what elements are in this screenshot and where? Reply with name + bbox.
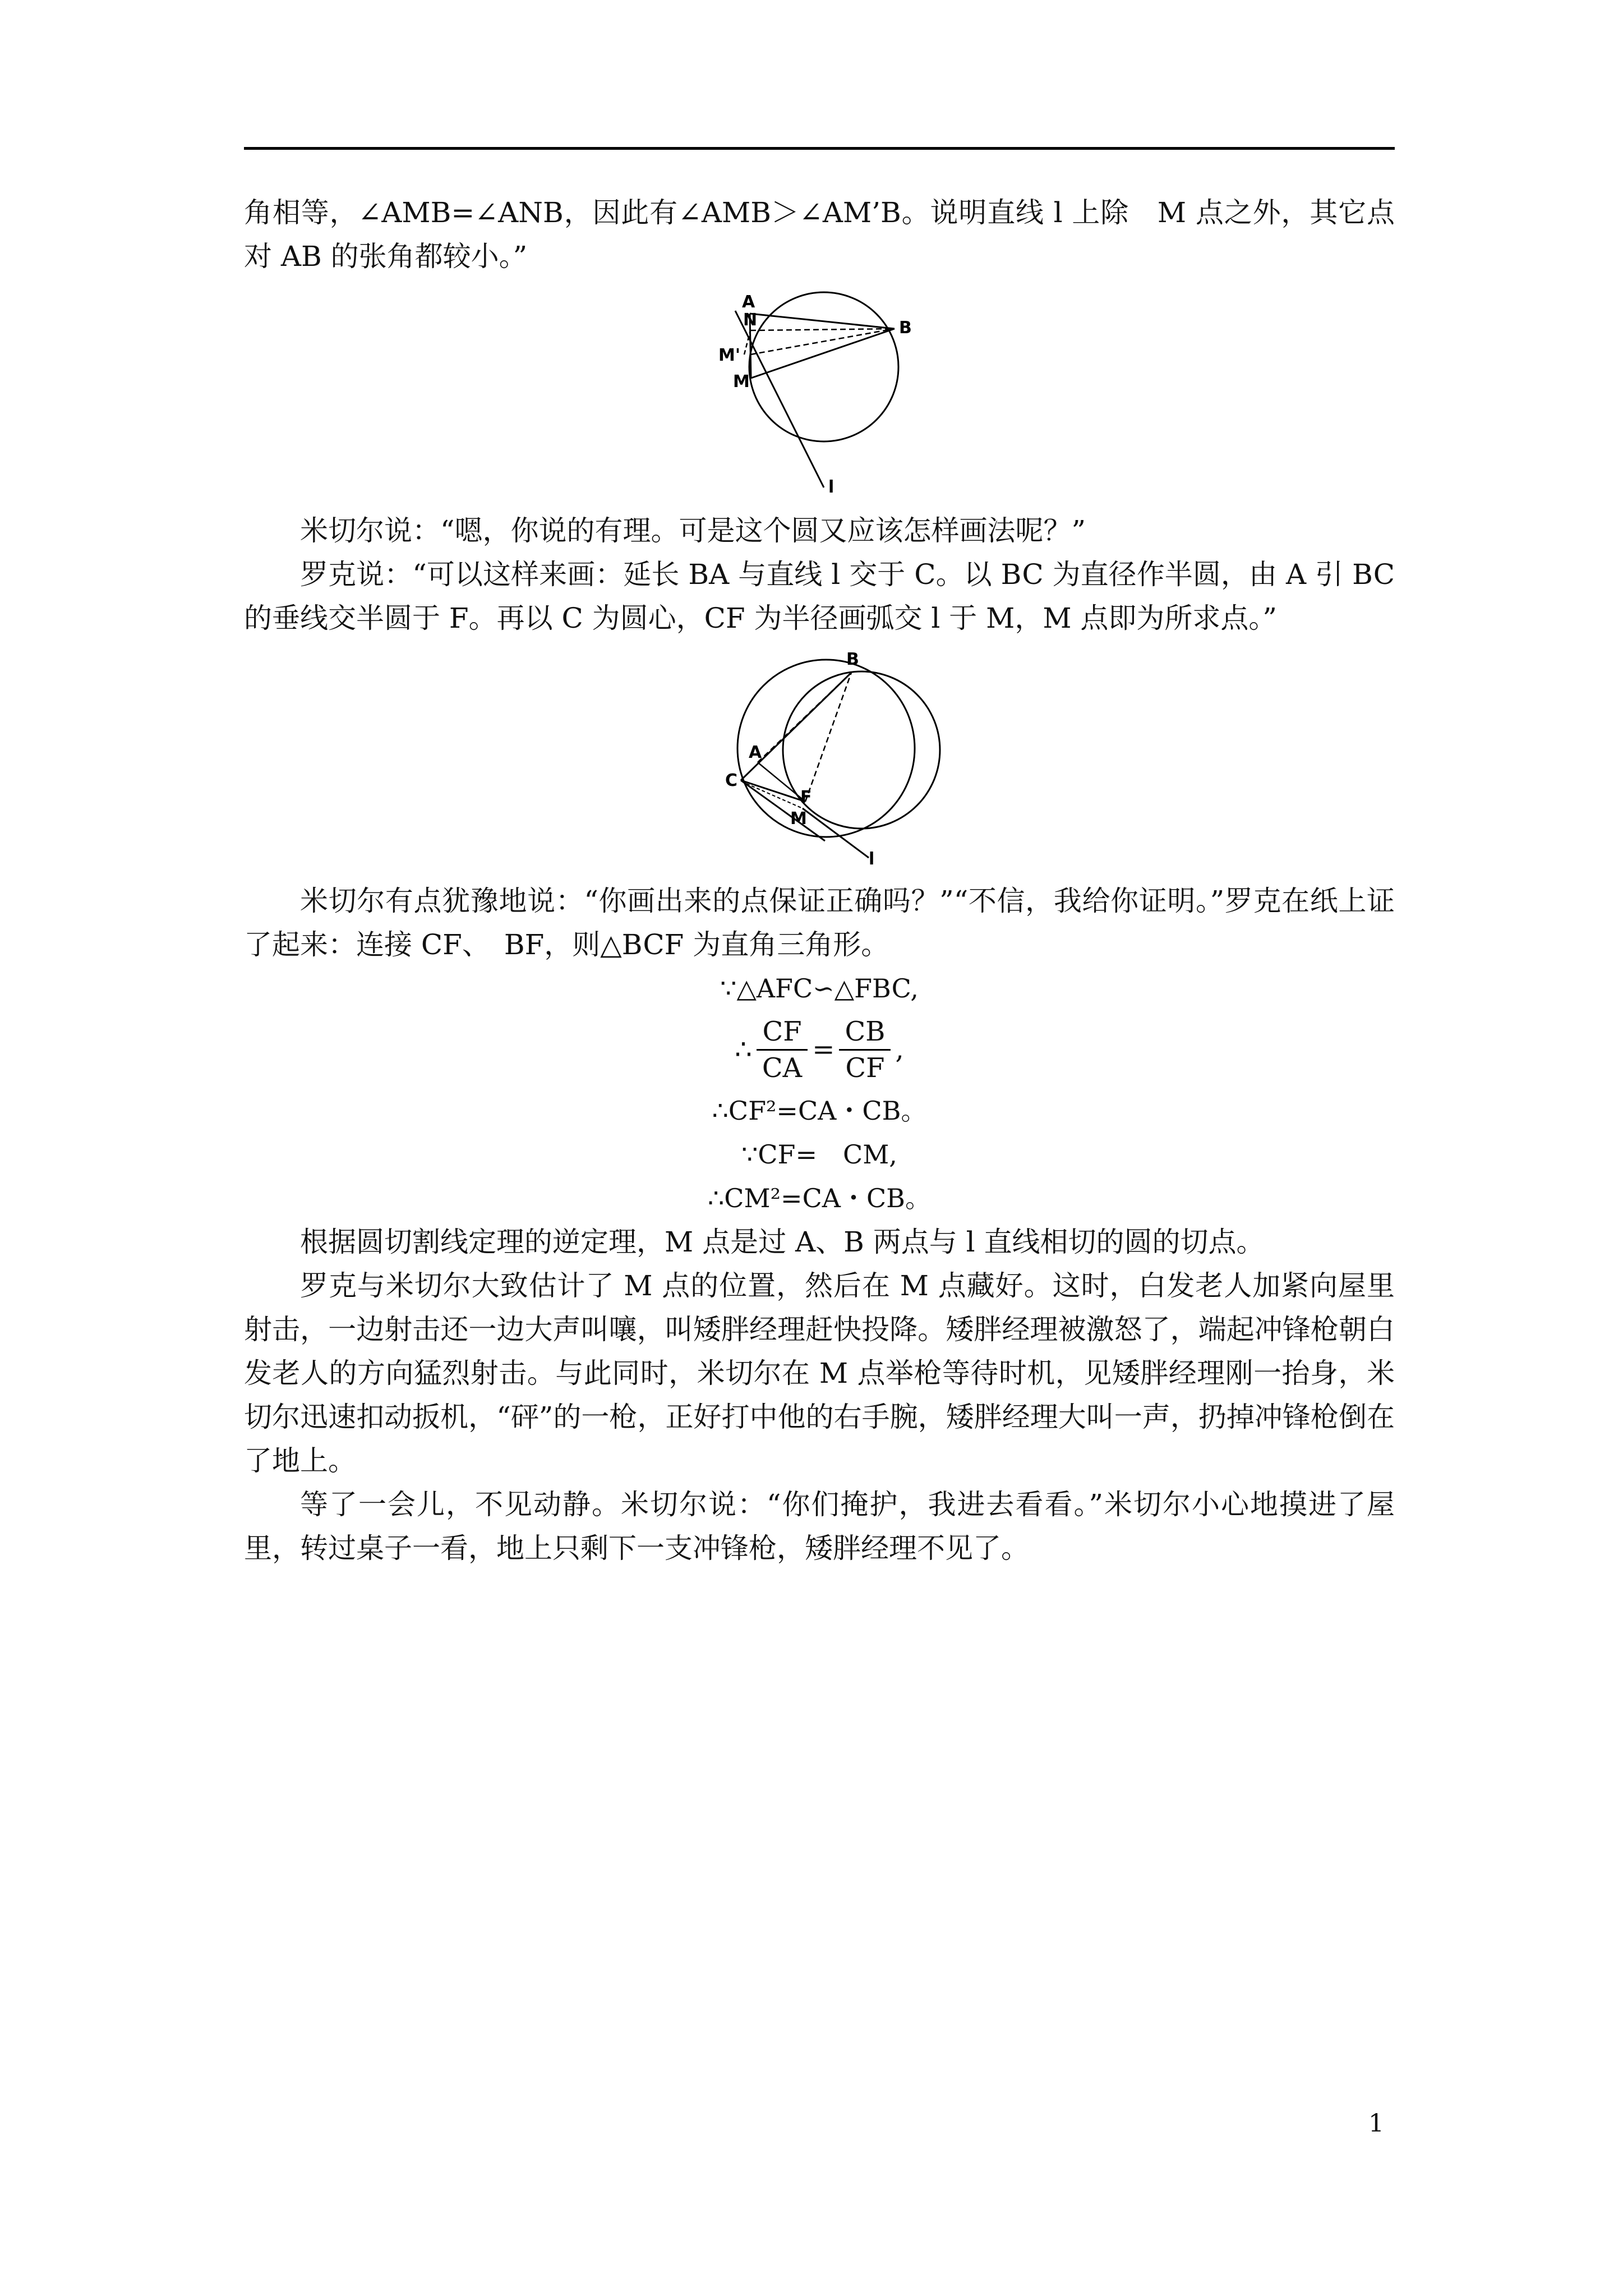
- figure-2-segment-FB: [805, 673, 851, 802]
- figure-2-drawing: [690, 650, 948, 875]
- paragraph-4: 米切尔有点犹豫地说：“你画出来的点保证正确吗？”“不信，我给你证明。”罗克在纸上证了起来：连接 CF、 BF，则△BCF 为直角三角形。: [244, 885, 1395, 961]
- figure-2-segment-AF: [758, 762, 805, 802]
- paragraph-6: 罗克与米切尔大致估计了 M 点的位置，然后在 M 点藏好。这时，白发老人加紧向屋里射击，一边射击还一边大声叫嚷，叫矮胖经理赶快投降。矮胖经理被激怒了，端起冲锋枪朝白发老人的方向猛烈射击。与此同时，米切尔在 M 点举枪等待时机，见矮胖经理刚一抬身，米切尔迅速扣动扳机，“砰”的一枪，正好打中他的右手腕，矮胖经理大叫一声，扔掉冲锋枪倒在了地上。: [244, 1269, 1395, 1477]
- figure-1-segment-MprimeB: [750, 329, 895, 355]
- figure-2-circle: [737, 660, 915, 837]
- figure-2-segment-CB: [741, 673, 851, 780]
- paragraph-7: 等了一会儿，不见动静。米切尔说：“你们掩护，我进去看看。”米切尔小心地摸进了屋里，转过桌子一看，地上只剩下一支冲锋枪，矮胖经理不见了。: [244, 1488, 1395, 1565]
- figure-2-label-B: B: [846, 650, 859, 669]
- proof-line-5: ∴CM²=CA・CB。: [708, 1183, 931, 1213]
- fraction-1-numerator: CF: [762, 1015, 802, 1047]
- proof-fraction-line: [244, 1010, 1395, 1089]
- fraction-1-denominator: CA: [762, 1052, 803, 1084]
- fraction-cb-over-cf: [839, 1014, 891, 1085]
- figure-tangent-circle: [696, 288, 943, 504]
- page-content: [244, 191, 1395, 1570]
- paragraph-5: 根据圆切割线定理的逆定理，M 点是过 A、B 两点与 l 直线相切的圆的切点。: [300, 1226, 1265, 1258]
- figure-2-label-A: A: [749, 743, 762, 762]
- figure-2-segment-AB: [758, 673, 851, 762]
- figure-2-label-l: l: [869, 849, 875, 869]
- proof-line-4: ∵CF= CM,: [741, 1139, 897, 1170]
- fraction-2-numerator: CB: [845, 1015, 886, 1047]
- figure-1-label-M: M: [733, 372, 750, 392]
- figure-1-label-A: A: [742, 292, 755, 312]
- figure-2-segment-CF: [741, 780, 805, 802]
- fraction-2-denominator: CF: [845, 1052, 885, 1084]
- fraction-cf-over-ca: [757, 1014, 808, 1085]
- fraction-comma: ,: [895, 1034, 904, 1065]
- page-number: 1: [1368, 2109, 1384, 2138]
- paragraph-3: 罗克说：“可以这样来画：延长 BA 与直线 l 交于 C。以 BC 为直径作半圆，由 A 引 BC 的垂线交半圆于 F。再以 C 为圆心，CF 为半径画弧交 l 于 M，M 点即为所求点。”: [244, 558, 1395, 634]
- figure-2-line-l: [803, 808, 869, 858]
- figure-1-label-M-prime: M': [718, 346, 741, 365]
- figure-1-segment-NB: [750, 329, 895, 330]
- figure-construction: [690, 650, 948, 875]
- header-rule: [244, 147, 1395, 150]
- proof-line-1: ∵△AFC∽△FBC,: [720, 973, 919, 1004]
- paragraph-2: 米切尔说：“嗯，你说的有理。可是这个圆又应该怎样画法呢？”: [300, 514, 1086, 547]
- equals-sign: =: [812, 1034, 835, 1065]
- figure-1-label-N: N: [743, 310, 758, 330]
- proof-line-3: ∴CF²=CA・CB。: [712, 1096, 927, 1126]
- figure-1-segment-AB: [750, 314, 895, 329]
- figure-1-label-B: B: [899, 318, 912, 338]
- figure-1-label-l: l: [828, 477, 834, 497]
- paragraph-1: 角相等，∠AMB=∠ANB，因此有∠AMB＞∠AM’B。说明直线 l 上除 M 点之外，其它点对 AB 的张角都较小。”: [244, 196, 1395, 273]
- figure-2-label-C: C: [725, 771, 738, 790]
- therefore-symbol: ∴: [735, 1034, 752, 1065]
- figure-1-segment-MB: [751, 329, 895, 378]
- figure-2-label-M: M: [790, 809, 807, 829]
- figure-1-circle: [749, 292, 898, 441]
- figure-2-label-F: F: [800, 788, 812, 807]
